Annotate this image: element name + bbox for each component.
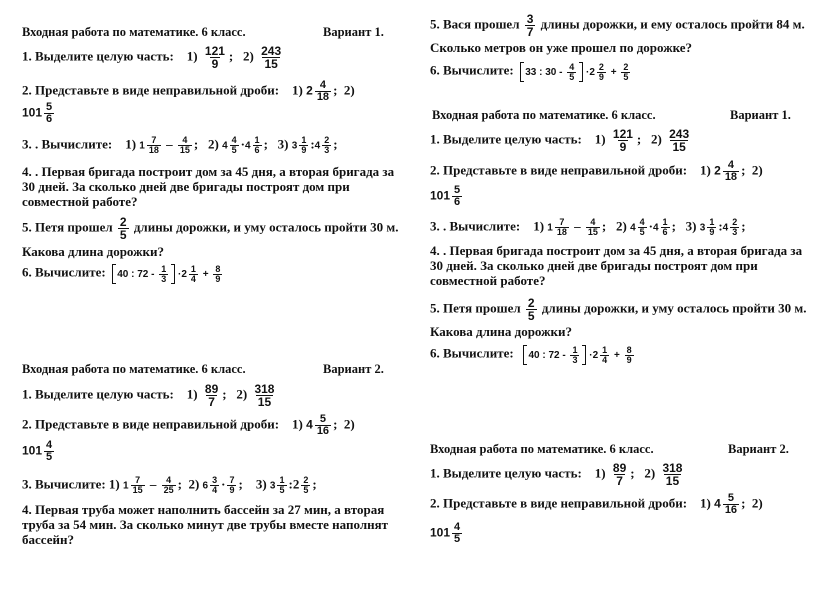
right-v2-q2-b: 101 $\frac{4}{5}$ [430, 521, 461, 545]
right-v2-variant: Вариант 2. [728, 442, 789, 456]
fraction: $\frac{121}{9}$ [204, 44, 225, 71]
right-v1-q2-b: 101 $\frac{5}{6}$ [430, 184, 461, 208]
right-v1-q5-line2: Какова длина дорожки? [430, 324, 573, 339]
left-v2-q2: 2. Представьте в виде неправильной дроби: 1) 4 $\frac{5}{16}$ ; 2) [22, 413, 355, 437]
right-top-q5-line2: Сколько метров он уже прошел по дорожке? [430, 40, 693, 55]
right-v1-q6: 6. Вычислите: 40 : 72 - $\frac{1}{3}$ ·2 $\frac{1}{4}$ + $\frac{8}{9}$ [430, 344, 632, 365]
right-top-q6: 6. Вычислите: 33 : 30 - $\frac{4}{5}$ ·2 $\frac{2}{9}$ + $\frac{2}{5}$ [430, 61, 629, 82]
right-v1-heading: Входная работа по математике. 6 класс. [432, 108, 656, 122]
right-v2-q1: 1. Выделите целую часть: 1) $\frac{89}{7}$ ; 2) $\frac{318}{15}$ [430, 461, 683, 488]
right-v1-q3: 3. . Вычислите: 1) 1 $\frac{7}{18}$ – $\frac{4}{15}$ ; 2) 4 $\frac{4}{5}$ ·4 $\frac{1}{6}$ ; 3) 3 $\frac{1}{9}$ :4 $\frac{2}{3}$ ; [430, 217, 746, 237]
left-v2-q2-b: 101 $\frac{4}{5}$ [22, 439, 53, 463]
left-v2-q4: 4. Первая труба может наполнить бассейн за 27 мин, а вторая труба за 54 мин. За сколько минут две трубы вместе наполнят бассейн? [22, 502, 389, 547]
right-top-q5: 5. Вася прошел $\frac{3}{7}$ длины дорожки, и ему осталось пройти 84 м. [430, 12, 805, 39]
left-v1-q2: 2. Представьте в виде неправильной дроби: 1) 2 $\frac{4}{18}$ ; 2) [22, 79, 355, 103]
left-v1-q1: 1. Выделите целую часть: 1) $\frac{121}{9}$ ; 2) $\frac{243}{15}$ [22, 44, 282, 71]
right-v2-heading: Входная работа по математике. 6 класс. [430, 442, 654, 456]
fraction: $\frac{4}{18}$ [316, 79, 330, 103]
fraction: $\frac{243}{15}$ [261, 44, 282, 71]
left-v2-q1: 1. Выделите целую часть: 1) $\frac{89}{7}$ ; 2) $\frac{318}{15}$ [22, 382, 275, 409]
right-v1-q4: 4. . Первая бригада построит дом за 45 дня, а вторая бригада за 30 дней. За сколько дней две бригады построят дом при совместной работе? [430, 243, 803, 288]
right-v1-q5: 5. Петя прошел $\frac{2}{5}$ длины дорожки, и уму осталось пройти 30 м. [430, 296, 807, 323]
right-v2-q2: 2. Представьте в виде неправильной дроби: 1) 4 $\frac{5}{16}$ ; 2) [430, 492, 763, 516]
left-v1-heading: Входная работа по математике. 6 класс. [22, 25, 246, 39]
left-v1-q3: 3. . Вычислите: 1) 1 $\frac{7}{18}$ – $\frac{4}{15}$ ; 2) 4 $\frac{4}{5}$ ·4 $\frac{1}{6}$ ; 3) 3 $\frac{1}{9}$ :4 $\frac{2}{3}$ ; [22, 135, 338, 155]
right-v1-q2: 2. Представьте в виде неправильной дроби: 1) 2 $\frac{4}{18}$ ; 2) [430, 159, 763, 183]
left-v2-heading: Входная работа по математике. 6 класс. [22, 362, 246, 376]
right-v1-variant: Вариант 1. [730, 108, 791, 122]
left-v1-q6: 6. Вычислите: 40 : 72 - $\frac{1}{3}$ ·2 $\frac{1}{4}$ + $\frac{8}{9}$ [22, 263, 221, 284]
left-v2-q3: 3. Вычислите: 1) 1 $\frac{7}{15}$ – $\frac{4}{25}$ ; 2) 6 $\frac{3}{4}$ · $\frac{7}{9}$ ; 3) 3 $\frac{1}{5}$ :2 $\frac{2}{5}$ ; [22, 475, 317, 495]
left-v1-variant: Вариант 1. [323, 25, 384, 39]
left-v2-variant: Вариант 2. [323, 362, 384, 376]
right-v1-q1: 1. Выделите целую часть: 1) $\frac{121}{9}$ ; 2) $\frac{243}{15}$ [430, 127, 690, 154]
left-v1-q2-b: 101 $\frac{5}{6}$ [22, 101, 53, 125]
left-v1-q5-line2: Какова длина дорожки? [22, 244, 165, 259]
left-v1-q4: 4. . Первая бригада построит дом за 45 дня, а вторая бригада за 30 дней. За сколько дней две бригады построят дом при совместной работе? [22, 164, 395, 209]
left-v1-q5: 5. Петя прошел $\frac{2}{5}$ длины дорожки, и уму осталось пройти 30 м. [22, 215, 399, 242]
fraction: $\frac{5}{6}$ [46, 101, 53, 125]
